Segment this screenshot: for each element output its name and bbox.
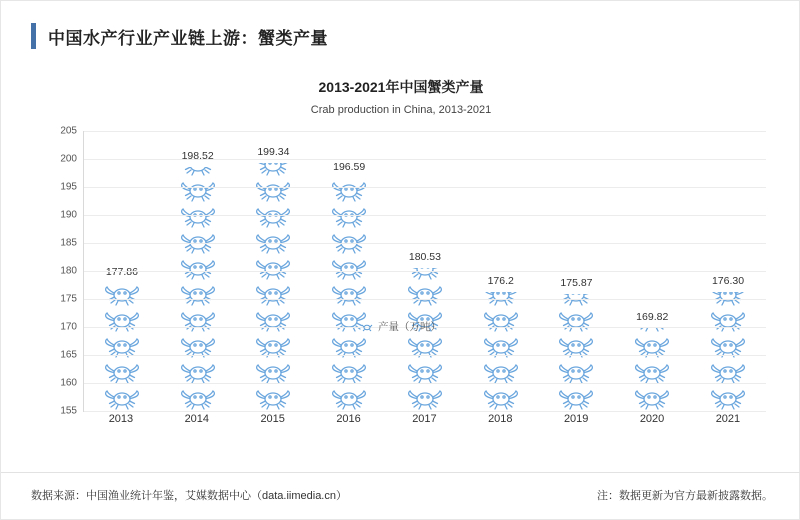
legend-label: 产量（万吨）: [378, 321, 441, 333]
grid-line: [84, 215, 766, 216]
grid-line: [84, 383, 766, 384]
bar-value-label: 177.86: [105, 265, 138, 278]
grid-line: [84, 187, 766, 188]
crab-pictogram-stack: [326, 178, 372, 411]
grid-line: [84, 243, 766, 244]
crab-pictogram-stack: [175, 167, 221, 411]
bar-value-label: 175.87: [560, 277, 593, 290]
bar-value-label: 176.2: [487, 275, 514, 288]
chart-title: 2013-2021年中国蟹类产量: [318, 79, 484, 95]
y-axis-tick: 175: [60, 293, 77, 305]
crab-icon: [705, 385, 751, 411]
grid-line: [84, 355, 766, 356]
crab-icon: [175, 229, 221, 255]
crab-icon: [402, 268, 448, 281]
crab-pictogram-stack: [99, 283, 145, 411]
legend-crab-icon: [361, 322, 373, 332]
y-axis-tick: 155: [60, 405, 77, 417]
y-axis-tick: 180: [60, 265, 77, 277]
page-header: [31, 23, 328, 49]
crab-icon: [553, 359, 599, 385]
crab-icon: [326, 359, 372, 385]
x-axis-tick: 2017: [412, 413, 437, 425]
y-axis-tick: 195: [60, 181, 77, 193]
bar-value-label: 198.52: [181, 150, 214, 163]
x-axis-tick: 2013: [108, 413, 134, 425]
bar-value-label: 196.59: [333, 161, 366, 174]
crab-icon: [250, 203, 296, 229]
y-axis-tick: 190: [60, 209, 77, 221]
crab-pictogram-stack: [250, 163, 296, 411]
x-axis-tick: 2020: [639, 413, 665, 425]
grid-line: [84, 159, 766, 160]
crab-icon: [402, 385, 448, 411]
page-footer: [1, 472, 800, 519]
crab-icon: [402, 359, 448, 385]
crab-pictogram-stack: [478, 292, 524, 411]
x-axis-tick: 2018: [488, 413, 513, 425]
chart-legend: [1, 319, 800, 334]
crab-pictogram-stack: [629, 328, 675, 411]
x-axis-tick: 2019: [563, 413, 589, 425]
crab-icon: [478, 385, 524, 411]
crab-icon: [99, 283, 145, 307]
bar-value-label: 199.34: [257, 145, 290, 158]
crab-icon: [250, 163, 296, 177]
chart-plot-area: [1, 125, 800, 431]
y-axis-tick: 160: [60, 377, 77, 389]
crab-icon: [629, 385, 675, 411]
crab-icon: [326, 281, 372, 307]
crab-icon: [326, 203, 372, 229]
crab-icon: [175, 359, 221, 385]
crab-icon: [402, 281, 448, 307]
x-axis: [83, 413, 766, 425]
crab-pictogram-stack: [705, 292, 751, 411]
crab-icon: [478, 359, 524, 385]
grid-line: [84, 411, 766, 412]
x-axis-tick: 2021: [715, 413, 741, 425]
crab-icon: [629, 359, 675, 385]
y-axis-tick: 170: [60, 321, 77, 333]
footer-note: 注：数据更新为官方最新披露数据。: [597, 490, 773, 502]
crab-icon: [553, 294, 599, 307]
crab-icon: [326, 178, 372, 203]
crab-icon: [175, 385, 221, 411]
chart-subtitle: Crab production in China, 2013-2021: [310, 104, 492, 116]
grid-line: [84, 271, 766, 272]
chart-grid: [83, 131, 766, 412]
crab-icon: [175, 203, 221, 229]
crab-icon: [99, 359, 145, 385]
x-axis-tick: 2014: [184, 413, 210, 425]
footer-source: 数据来源：中国渔业统计年鉴，艾媒数据中心（data.iimedia.cn）: [31, 490, 347, 502]
header-accent-bar: [31, 23, 36, 49]
crab-icon: [705, 359, 751, 385]
crab-icon: [326, 229, 372, 255]
crab-icon: [250, 255, 296, 281]
bar-value-label: 169.82: [636, 311, 669, 324]
crab-icon: [326, 255, 372, 281]
x-axis-tick: 2016: [336, 413, 361, 425]
bar-value-label: 176.30: [711, 274, 745, 287]
page-title: 中国水产行业产业链上游：蟹类产量: [48, 28, 328, 48]
crab-icon: [175, 177, 221, 203]
y-axis-tick: 185: [60, 237, 77, 249]
crab-pictogram-stack: [553, 294, 599, 411]
crab-icon: [175, 167, 221, 177]
x-axis-tick: 2015: [260, 413, 285, 425]
bar-value-label: 180.53: [408, 251, 441, 264]
crab-pictogram-stack: [402, 268, 448, 411]
y-axis-tick: 165: [60, 349, 77, 361]
grid-line: [84, 299, 766, 300]
crab-icon: [175, 255, 221, 281]
crab-icon: [250, 359, 296, 385]
grid-line: [84, 131, 766, 132]
crab-icon: [553, 385, 599, 411]
crab-icon: [250, 281, 296, 307]
crab-icon: [250, 385, 296, 411]
crab-icon: [250, 177, 296, 203]
y-axis-tick: 200: [60, 153, 77, 165]
crab-icon: [250, 229, 296, 255]
crab-icon: [99, 385, 145, 411]
y-axis: [47, 125, 77, 417]
crab-icon: [326, 385, 372, 411]
crab-icon: [175, 281, 221, 307]
y-axis-tick: 205: [60, 125, 77, 137]
